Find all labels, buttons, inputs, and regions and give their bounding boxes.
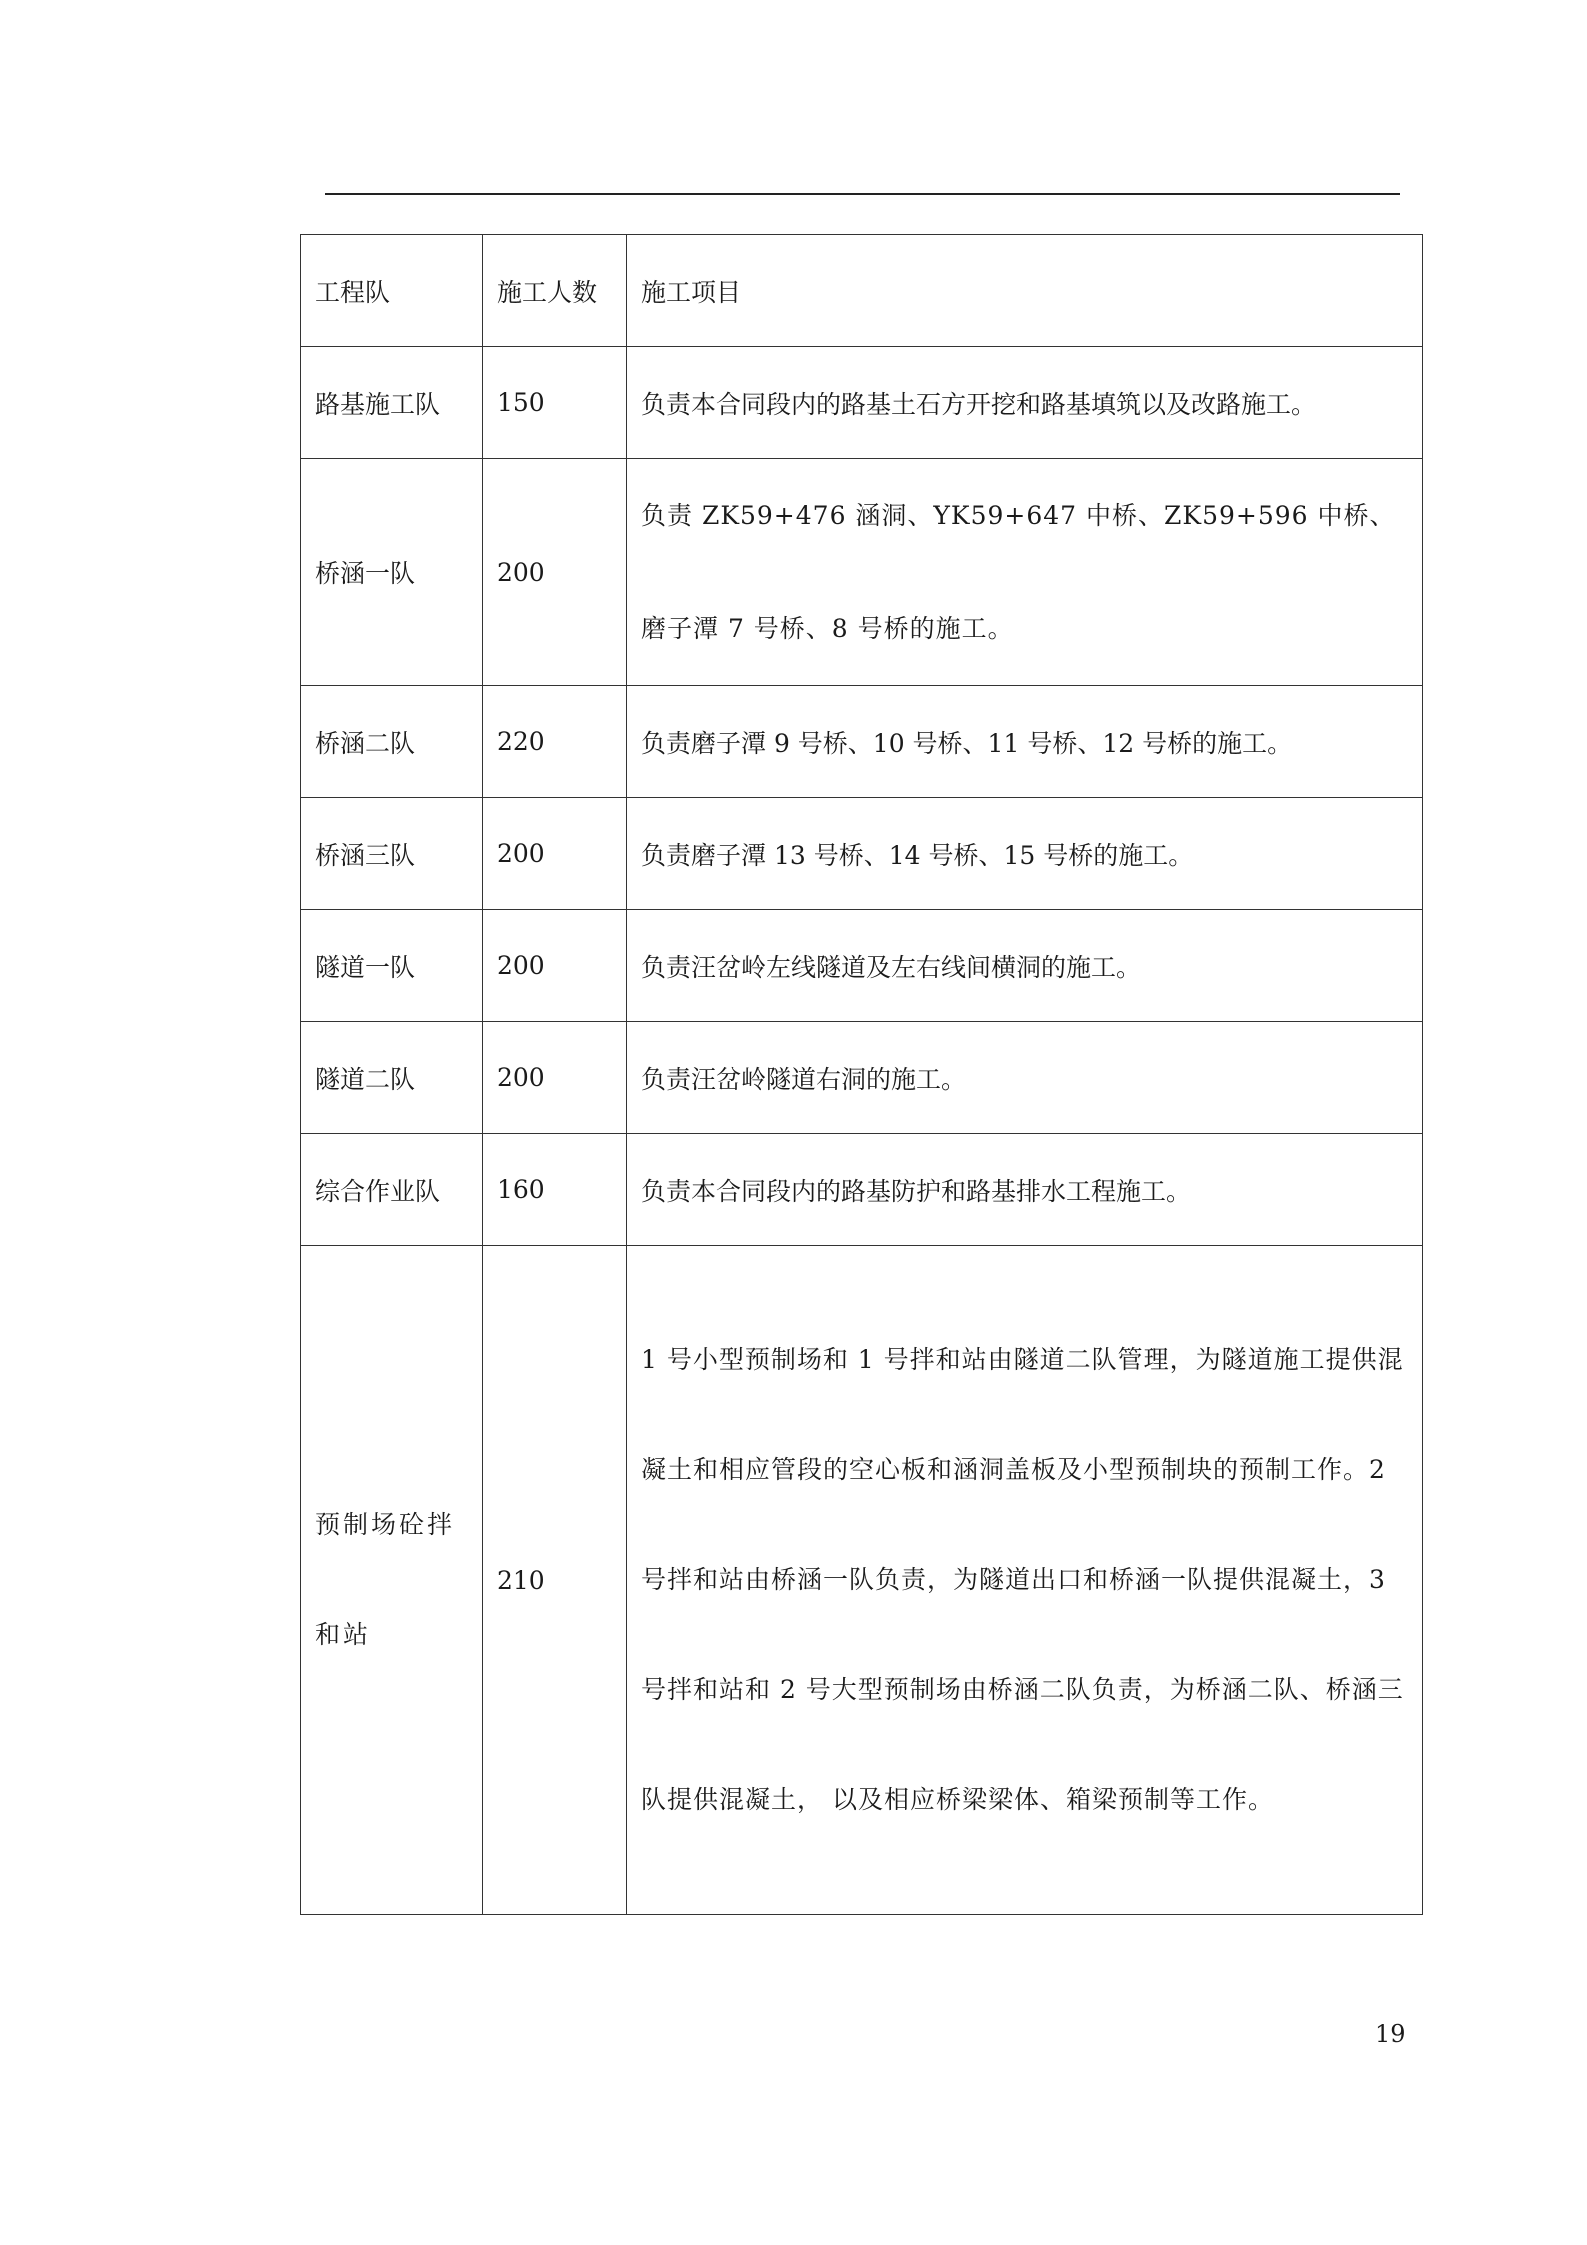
team-cell [301,1246,483,1915]
team-cell: 桥涵一队 [301,459,483,686]
table-row [301,1022,1423,1134]
project-cell [627,1246,1423,1915]
header-team: 工程队 [301,235,483,347]
count-cell: 210 [483,1246,627,1915]
team-cell: 隧道一队 [301,910,483,1022]
table-row [301,686,1423,798]
header-rule [325,193,1400,195]
count-cell: 150 [483,347,627,459]
header-count: 施工人数 [483,235,627,347]
count-cell: 220 [483,686,627,798]
project-cell: 负责汪岔岭左线隧道及左右线间横洞的施工。 [627,910,1423,1022]
header-project: 施工项目 [627,235,1423,347]
team-cell: 综合作业队 [301,1134,483,1246]
table-row [301,798,1423,910]
team-cell: 路基施工队 [301,347,483,459]
team-cell: 桥涵三队 [301,798,483,910]
table-row [301,910,1423,1022]
project-cell: 负责本合同段内的路基土石方开挖和路基填筑以及改路施工。 [627,347,1423,459]
page-number: 19 [1375,2020,1406,2048]
project-cell [627,459,1423,686]
team-cell: 隧道二队 [301,1022,483,1134]
table-row [301,347,1423,459]
count-cell: 160 [483,1134,627,1246]
count-cell: 200 [483,1022,627,1134]
table-row [301,1134,1423,1246]
count-cell: 200 [483,798,627,910]
project-cell: 负责磨子潭 9 号桥、10 号桥、11 号桥、12 号桥的施工。 [627,686,1423,798]
project-cell: 负责本合同段内的路基防护和路基排水工程施工。 [627,1134,1423,1246]
count-cell: 200 [483,910,627,1022]
project-cell: 负责汪岔岭隧道右洞的施工。 [627,1022,1423,1134]
team-text: 预制场砼拌和站 [315,1510,456,1649]
table-row [301,1246,1423,1915]
project-text: 1 号小型预制场和 1 号拌和站由隧道二队管理，为隧道施工提供混凝土和相应管段的空心板和涵洞盖板及小型预制块的预制工作。2 号拌和站由桥涵一队负责，为隧道出口和桥涵一队提供混凝土，3 号拌和站和 2 号大型预制场由桥涵二队负责，为桥涵二队、桥涵三队提供混凝土， 以及相应桥梁梁体、箱梁预制等工作。 [641,1345,1404,1814]
table-row [301,459,1423,686]
construction-team-table [300,234,1423,1915]
count-cell: 200 [483,459,627,686]
team-cell: 桥涵二队 [301,686,483,798]
table-header-row [301,235,1423,347]
project-text: 负责 ZK59+476 涵洞、YK59+647 中桥、ZK59+596 中桥、磨子潭 7 号桥、8 号桥的施工。 [641,501,1396,643]
project-cell: 负责磨子潭 13 号桥、14 号桥、15 号桥的施工。 [627,798,1423,910]
